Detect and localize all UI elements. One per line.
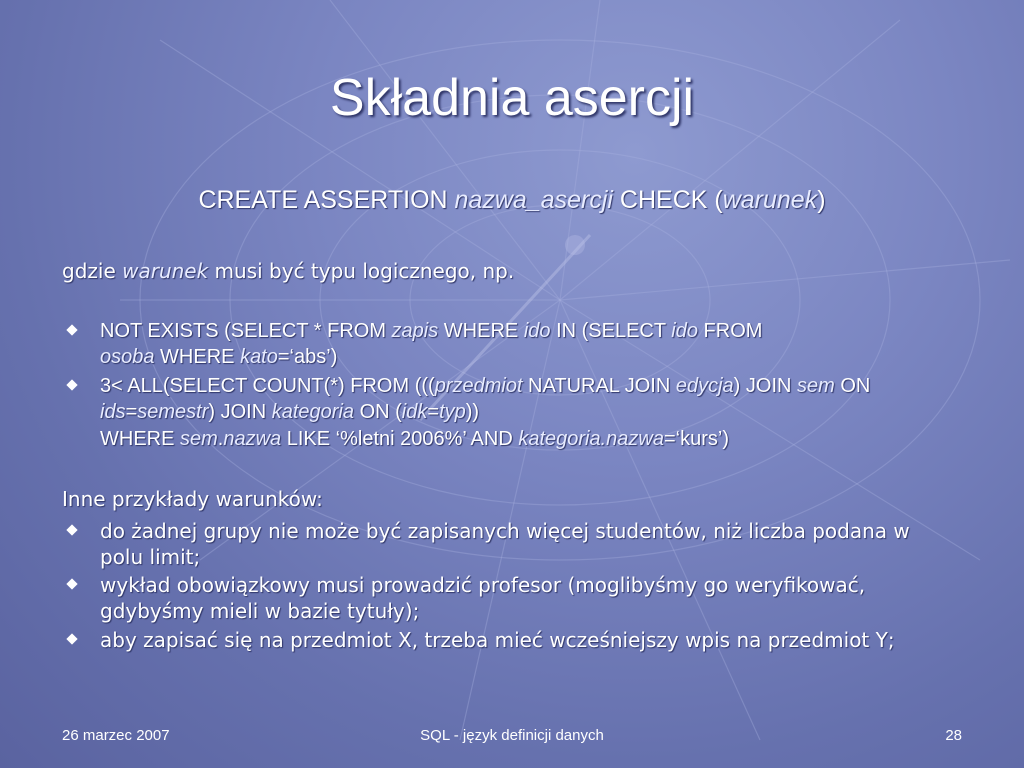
w-t2: . [217,428,224,450]
lead-before: gdzie [62,259,123,283]
b1-i5: kato [240,346,278,368]
w-i1: sem [180,428,218,450]
b2-t6: ) JOIN [208,401,272,423]
syntax-close: ) [817,186,826,214]
b2-t7: ON ( [354,401,402,423]
bullet-not-exists [62,318,942,370]
example-item [62,572,942,624]
b2-i6: kategoria [271,401,355,423]
footer-date: 26 marzec 2007 [62,727,170,744]
w-t1: WHERE [100,428,180,450]
lead-after: musi być typu logicznego, np. [208,259,515,283]
slide-title: Składnia asercji [329,69,695,127]
b2-t4: ON [834,375,871,397]
bullet-diamond-icon [66,524,77,535]
w-i3: kategoria.nazwa [518,428,664,450]
bullet-diamond-icon [66,578,77,589]
examples-heading: Inne przykłady warunków: [62,487,323,511]
b2-t1: 3< ALL(SELECT COUNT(*) FROM ((( [100,375,435,397]
where-line [100,426,729,452]
b1-t2: WHERE [438,320,524,342]
footer-title: SQL - język definicji danych [420,727,604,744]
bullet-diamond-icon [66,633,77,644]
syntax-assertion-name: nazwa_asercji [454,186,613,214]
lead-word: warunek [122,259,209,283]
syntax-keyword-create: CREATE ASSERTION [198,186,455,214]
example-item [62,627,942,653]
page-number: 28 [945,727,962,744]
b1-i1: zapis [391,320,439,342]
lead-text [62,258,514,284]
b1-t6: =‘abs’) [277,346,338,368]
example-text: aby zapisać się na przedmiot X, trzeba mieć wcześniejszy wpis na przedmiot Y; [100,628,895,652]
b1-i3: ido [671,320,698,342]
example-item [62,518,942,570]
b2-i1: przedmiot [434,375,523,397]
b2-i8: typ [439,401,466,423]
b2-t3: ) JOIN [733,375,798,397]
example-text: do żadnej grupy nie może być zapisanych więcej studentów, niż liczba podana w polu limit; [100,519,910,569]
b2-t9: )) [465,401,480,423]
b2-t5: = [125,401,138,423]
syntax-condition: warunek [722,186,818,214]
bullet-count [62,373,942,425]
b1-t3: IN (SELECT [550,320,672,342]
example-text: wykład obowiązkowy musi prowadzić profesor (moglibyśmy go weryfikować, gdybyśmy mieli w bazie tytuły); [100,573,866,623]
b1-t4: FROM [698,320,763,342]
b1-i2: ido [523,320,551,342]
syntax-line [0,184,1024,216]
b2-t2: NATURAL JOIN [522,375,676,397]
b2-i5: semestr [137,401,209,423]
b2-t8: = [427,401,440,423]
b2-i2: edycja [675,375,734,397]
syntax-keyword-check: CHECK ( [612,186,723,214]
w-t3: LIKE ‘%letni 2006%’ AND [281,428,519,450]
b2-i3: sem [797,375,835,397]
b2-i7: idk [401,401,428,423]
bullet-diamond-icon [66,324,77,335]
b1-t1: NOT EXISTS (SELECT * FROM [100,320,392,342]
b1-t5: WHERE [154,346,241,368]
b1-i4: osoba [100,346,155,368]
b2-i4: ids [100,401,126,423]
w-i2: nazwa [223,428,282,450]
bullet-diamond-icon [66,379,77,390]
w-t4: =‘kurs’) [664,428,730,450]
